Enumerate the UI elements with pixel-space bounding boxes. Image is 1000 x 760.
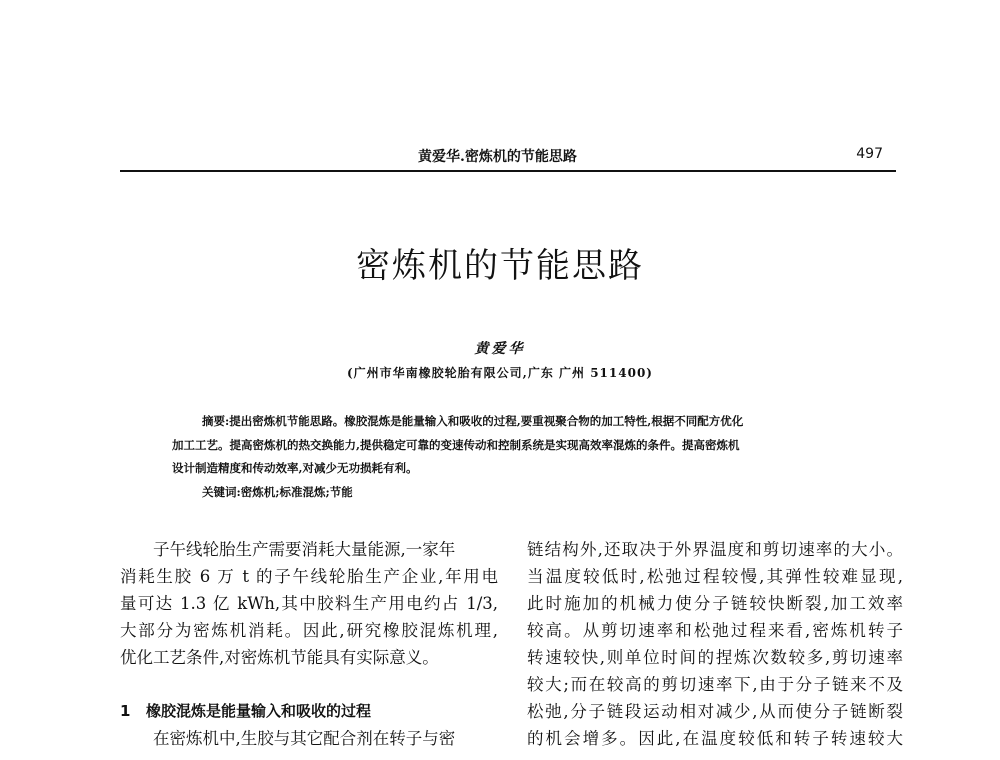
body-line: 较大;而在较高的剪切速率下,由于分子链来不及	[527, 675, 903, 694]
abstract-line: 加工工艺。提高密炼机的热交换能力,提供稳定可靠的变速传动和控制系统是实现高效率混炼的条件。提高密炼机	[172, 437, 740, 452]
body-right-column	[527, 536, 903, 752]
keywords-line: 关键词:密炼机;标准混炼;节能	[202, 484, 353, 499]
body-line: 子午线轮胎生产需要消耗大量能源,一家年	[153, 540, 456, 559]
body-line: 此时施加的机械力使分子链较快断裂,加工效率	[527, 594, 903, 613]
body-line: 量可达 1.3 亿 kWh,其中胶料生产用电约占 1/3,	[120, 594, 498, 613]
section-heading	[120, 698, 498, 725]
running-head	[120, 146, 895, 168]
abstract-block	[172, 410, 837, 504]
body-line: 在密炼机中,生胶与其它配合剂在转子与密	[153, 729, 456, 748]
body-line: 消耗生胶 6 万 t 的子午线轮胎生产企业,年用电	[120, 567, 498, 586]
paragraph-gap	[120, 671, 498, 698]
body-left-column	[120, 536, 498, 752]
body-line: 转速较快,则单位时间的捏炼次数较多,剪切速率	[527, 648, 903, 667]
body-line: 链结构外,还取决于外界温度和剪切速率的大小。	[527, 540, 903, 559]
body-line: 的机会增多。因此,在温度较低和转子转速较大	[527, 729, 903, 748]
author-name: 黄爱华	[474, 341, 526, 357]
running-head-title: 黄爱华.密炼机的节能思路	[418, 149, 577, 165]
body-line: 当温度较低时,松弛过程较慢,其弹性较难显现,	[527, 567, 903, 586]
body-line: 松弛,分子链段运动相对减少,从而使分子链断裂	[527, 702, 903, 721]
article-title: 密炼机的节能思路	[356, 246, 644, 286]
author-affiliation: (广州市华南橡胶轮胎有限公司,广东 广州 511400)	[347, 366, 653, 380]
abstract-line: 摘要:提出密炼机节能思路。橡胶混炼是能量输入和吸收的过程,要重视聚合物的加工特性,根据不同配方优化	[202, 414, 744, 428]
abstract-line: 设计制造精度和传动效率,对减少无功损耗有利。	[172, 461, 418, 475]
page-number: 497	[856, 146, 883, 162]
section-title: 橡胶混炼是能量输入和吸收的过程	[146, 702, 372, 720]
section-number: 1	[120, 702, 131, 720]
body-line: 大部分为密炼机消耗。因此,研究橡胶混炼机理,	[120, 621, 498, 640]
header-divider	[120, 170, 896, 172]
body-line: 较高。从剪切速率和松弛过程来看,密炼机转子	[527, 621, 903, 640]
body-line: 优化工艺条件,对密炼机节能具有实际意义。	[120, 648, 439, 667]
